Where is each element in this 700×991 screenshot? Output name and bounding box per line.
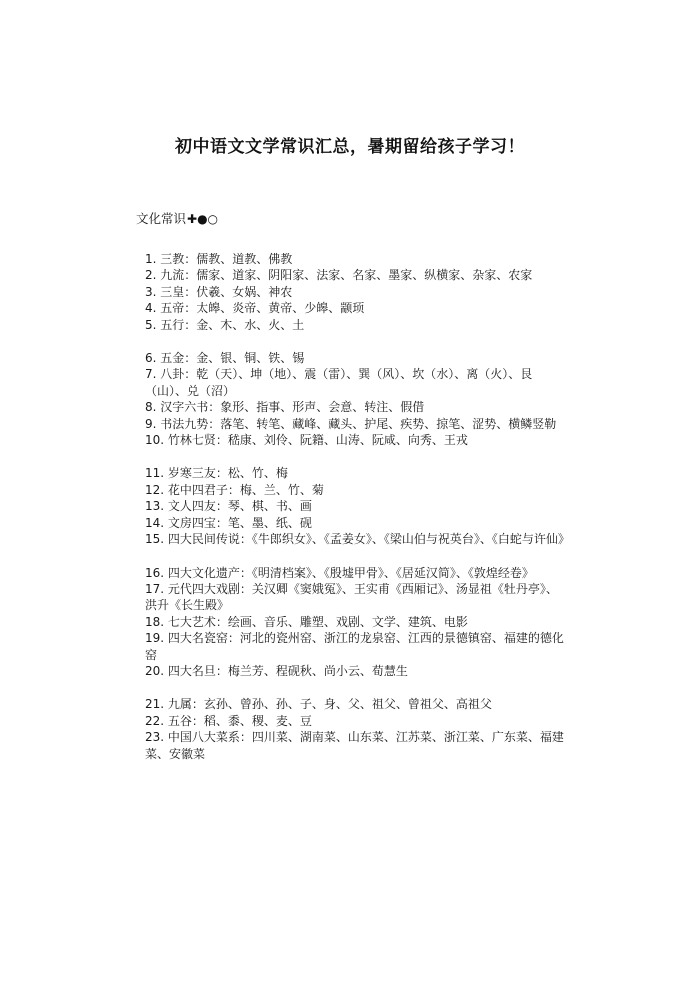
list-item: 7. 八卦：乾（天）、坤（地）、震（雷）、巽（风）、坎（水）、离（火）、艮（山）、兑（沼） — [145, 367, 533, 398]
list-item: 1. 三教：儒教、道教、佛教 — [145, 252, 293, 266]
list-item: 10. 竹林七贤：嵇康、刘伶、阮籍、山涛、阮咸、向秀、王戎 — [145, 433, 468, 448]
list-group — [145, 350, 565, 448]
list-item: 20. 四大名旦：梅兰芳、程砚秋、尚小云、荀慧生 — [145, 663, 408, 678]
list-group — [145, 696, 565, 762]
list-item: 9. 书法九势：落笔、转笔、藏峰、藏头、护尾、疾势、掠笔、涩势、横鳞竖勒 — [145, 416, 557, 431]
list-item: 14. 文房四宝：笔、墨、纸、砚 — [145, 515, 312, 530]
page-title: 初中语文文学常识汇总，暑期留给孩子学习！ — [175, 137, 525, 157]
list-group — [145, 465, 570, 547]
list-item: 21. 九属：玄孙、曾孙、孙、子、身、父、祖父、曾祖父、高祖父 — [145, 697, 492, 712]
list-item: 2. 九流：儒家、道家、阴阳家、法家、名家、墨家、纵横家、杂家、农家 — [145, 268, 533, 283]
list-item: 8. 汉字六书：象形、指事、形声、会意、转注、假借 — [145, 400, 425, 415]
list-item: 19. 四大名瓷窑：河北的瓷州窑、浙江的龙泉窑、江西的景德镇窑、福建的德化窑 — [145, 631, 564, 662]
decorative-marks-icon: ✚●○ — [187, 212, 219, 226]
list-item: 22. 五谷：稻、黍、稷、麦、豆 — [145, 713, 312, 728]
section-heading-label: 文化常识 — [136, 211, 187, 226]
list-item: 18. 七大艺术：绘画、音乐、雕塑、戏剧、文学、建筑、电影 — [145, 614, 468, 629]
section-heading — [136, 209, 218, 227]
knowledge-list — [145, 251, 570, 779]
list-item: 13. 文人四友：琴、棋、书、画 — [145, 499, 312, 514]
list-item: 11. 岁寒三友：松、竹、梅 — [145, 466, 288, 481]
list-group — [145, 251, 565, 333]
list-item: 3. 三皇：伏羲、女娲、神农 — [145, 284, 293, 299]
list-item: 6. 五金：金、银、铜、铁、锡 — [145, 351, 305, 366]
list-item: 4. 五帝：太皞、炎帝、黄帝、少皞、颛顼 — [145, 301, 365, 316]
list-item: 16. 四大文化遗产：《明清档案》、《殷墟甲骨》、《居延汉简》、《敦煌经卷》 — [145, 565, 534, 580]
list-item: 23. 中国八大菜系：四川菜、湖南菜、山东菜、江苏菜、浙江菜、广东菜、福建菜、安徽菜 — [145, 730, 564, 761]
list-item: 15. 四大民间传说：《牛郎织女》、《孟姜女》、《梁山伯与祝英台》、《白蛇与许仙》 — [145, 532, 570, 547]
list-item: 17. 元代四大戏剧：关汉卿《窦娥冤》、王实甫《西厢记》、汤显祖《牡丹亭》、洪升《长生殿》 — [145, 581, 558, 613]
list-group — [145, 565, 565, 680]
list-item: 12. 花中四君子：梅、兰、竹、菊 — [145, 482, 324, 497]
list-item: 5. 五行：金、木、水、火、土 — [145, 317, 305, 332]
